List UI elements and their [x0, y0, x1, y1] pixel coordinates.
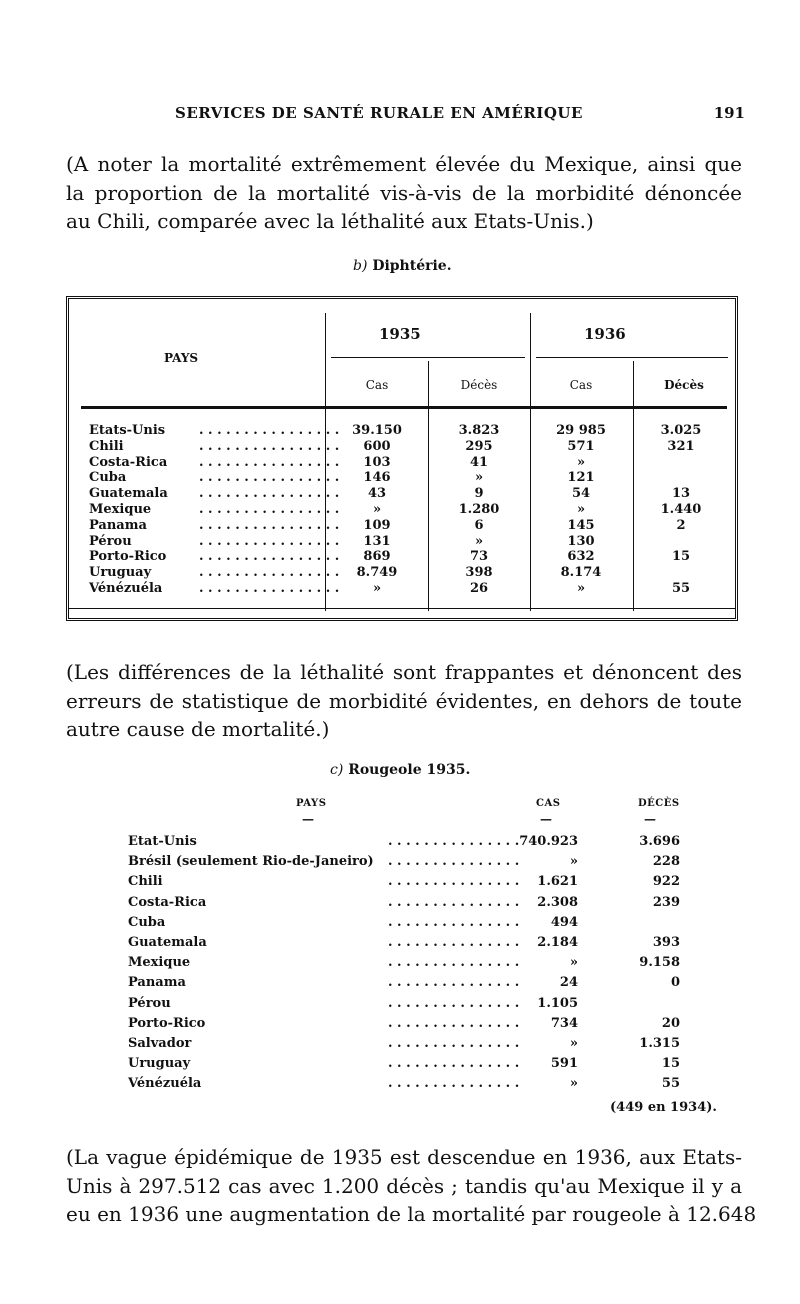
cas-1936-cell: 8.174 [560, 565, 602, 581]
table-row [69, 423, 735, 439]
country-cell: Costa-Rica [89, 455, 170, 470]
table-row [128, 895, 688, 915]
dot-leader: . . . . . . . . . . . . . . . [388, 934, 520, 950]
dot-leader: . . . . . . . . . . . . . . . [388, 995, 520, 1011]
dot-leader: . . . . . . . . . . . . . . . . [199, 549, 340, 565]
cas-1935-cell: 8.749 [356, 565, 398, 581]
dot-leader: . . . . . . . . . . . . . . . . [199, 501, 340, 517]
deaths-cell: 228 [652, 854, 680, 870]
paragraph-lethality-note [66, 658, 742, 744]
cases-cell: 734 [550, 1015, 578, 1031]
cas-1936-cell: 632 [567, 549, 595, 565]
cas-1935-header: Cas [365, 378, 389, 392]
country-cell: Guatemala [128, 935, 210, 950]
cases-cell: 2.308 [537, 894, 578, 910]
cas-1935-cell: 131 [363, 533, 391, 549]
country-column-header: PAYS [164, 351, 199, 365]
country-cell: Guatemala [89, 486, 171, 501]
country-cell: Cuba [89, 470, 129, 485]
table-row [128, 1036, 688, 1056]
cas-1935-cell: » [372, 580, 382, 596]
cases-column-header: CAS [536, 798, 561, 809]
deces-1935-cell: 398 [465, 565, 493, 581]
table-row [69, 439, 735, 455]
dot-leader: . . . . . . . . . . . . . . . . [199, 565, 340, 581]
country-cell: Panama [128, 975, 189, 990]
dot-leader: . . . . . . . . . . . . . . . [388, 1015, 520, 1031]
dot-leader: . . . . . . . . . . . . . . . . [199, 533, 340, 549]
country-cell: Mexique [128, 955, 193, 970]
deaths-cell: 239 [652, 894, 680, 910]
cas-1936-cell: » [576, 580, 586, 596]
table-row [69, 502, 735, 518]
dot-leader: . . . . . . . . . . . . . . . . [199, 517, 340, 533]
text-line: erreurs de statistique de morbidité évidentes, en dehors de toute [66, 688, 742, 713]
header-dash: — [302, 812, 314, 826]
header-dash: — [644, 812, 656, 826]
deces-1935-cell: 295 [465, 438, 493, 454]
country-column-header: PAYS [296, 798, 327, 809]
cas-1935-cell: 869 [363, 549, 391, 565]
dot-leader: . . . . . . . . . . . . . . . [388, 874, 520, 890]
table-row [69, 455, 735, 471]
deces-1935-cell: » [474, 470, 484, 486]
deces-1935-cell: 9 [474, 486, 484, 502]
cases-cell: » [569, 1035, 578, 1051]
caption-letter: b) [353, 258, 368, 274]
deces-1936-cell: 15 [671, 549, 691, 565]
text-line: au Chili, comparée avec la léthalité aux Etats-Unis.) [66, 209, 594, 233]
measles-rows [128, 834, 688, 1096]
dot-leader: . . . . . . . . . . . . . . . [388, 894, 520, 910]
country-cell: Chili [128, 874, 166, 889]
header-rule [331, 357, 525, 358]
deces-1935-cell: 73 [469, 549, 489, 565]
country-cell: Panama [89, 518, 150, 533]
deaths-cell: 922 [652, 874, 680, 890]
cas-1935-cell: » [372, 501, 382, 517]
table-row [69, 581, 735, 597]
page-number: 191 [713, 104, 745, 122]
country-cell: Etat-Unis [128, 834, 200, 849]
dot-leader: . . . . . . . . . . . . . . . [388, 1076, 520, 1092]
deces-1935-cell: 26 [469, 580, 489, 596]
country-cell: Salvador [128, 1036, 194, 1051]
dot-leader: . . . . . . . . . . . . . . . [388, 914, 520, 930]
footnote: (449 en 1934). [610, 1100, 717, 1115]
cases-cell: 494 [550, 914, 578, 930]
deaths-cell: 20 [661, 1015, 680, 1031]
country-cell: Porto-Rico [128, 1016, 208, 1031]
year-1935-header: 1935 [379, 325, 421, 343]
cas-1936-cell: 121 [567, 470, 595, 486]
header-rule [536, 357, 728, 358]
cases-cell: 2.184 [537, 934, 578, 950]
cases-cell: » [569, 854, 578, 870]
deces-1936-cell: 13 [671, 486, 691, 502]
diphtheria-table [66, 296, 738, 621]
country-cell: Vénézuéla [128, 1076, 204, 1091]
table-row [69, 486, 735, 502]
country-cell: Costa-Rica [128, 895, 209, 910]
table-row [128, 1056, 688, 1076]
deces-1936-cell: 2 [676, 517, 686, 533]
caption-letter: c) [330, 762, 344, 778]
cas-1935-cell: 39.150 [352, 423, 402, 438]
deces-1936-cell: 1.440 [660, 501, 702, 517]
text-line: eu en 1936 une augmentation de la mortalité par rougeole à 12.648 [66, 1202, 757, 1226]
table-row [69, 565, 735, 581]
table-row [69, 534, 735, 550]
table-row [128, 874, 688, 894]
measles-table [128, 798, 728, 1118]
table-row [128, 834, 688, 854]
cas-1935-cell: 43 [367, 486, 387, 502]
dot-leader: . . . . . . . . . . . . . . . [388, 955, 520, 971]
text-line: la proportion de la mortalité vis-à-vis de la morbidité dénoncée [66, 180, 742, 205]
dot-leader: . . . . . . . . . . . . . . . . [199, 423, 340, 438]
table-row [69, 470, 735, 486]
deaths-cell: 15 [661, 1056, 680, 1072]
text-line: (Les différences de la léthalité sont frappantes et dénoncent des [66, 660, 742, 684]
cases-cell: 740.923 [519, 834, 578, 849]
table-row [128, 975, 688, 995]
diphtheria-rows [69, 423, 735, 597]
running-title: SERVICES DE SANTÉ RURALE EN AMÉRIQUE [175, 104, 583, 122]
dot-leader: . . . . . . . . . . . . . . . . [199, 438, 340, 454]
dot-leader: . . . . . . . . . . . . . . . . [199, 470, 340, 486]
country-cell: Vénézuéla [89, 581, 165, 596]
country-cell: Mexique [89, 502, 154, 517]
country-cell: Chili [89, 439, 127, 454]
country-cell: Brésil (seulement Rio-de-Janeiro) [128, 854, 377, 869]
dot-leader: . . . . . . . . . . . . . . . . [199, 454, 340, 470]
table-row [69, 549, 735, 565]
deces-1935-cell: 1.280 [458, 501, 500, 517]
cas-1936-cell: » [576, 501, 586, 517]
deces-1935-cell: 6 [474, 517, 484, 533]
table-row [128, 1016, 688, 1036]
country-cell: Uruguay [89, 565, 154, 580]
dot-leader: . . . . . . . . . . . . . . . [388, 1056, 520, 1072]
table-row [128, 955, 688, 975]
table-row [128, 935, 688, 955]
cas-1936-cell: 571 [567, 438, 595, 454]
table-caption-measles [330, 762, 470, 778]
deaths-cell: 1.315 [639, 1035, 680, 1051]
table-caption-diphtheria [353, 258, 452, 274]
caption-text: Rougeole 1935. [348, 762, 471, 778]
table-row [128, 854, 688, 874]
running-header [175, 104, 745, 128]
dot-leader: . . . . . . . . . . . . . . . . [199, 486, 340, 502]
deaths-column-header: DÉCÈS [638, 798, 680, 809]
deces-1936-cell: 3.025 [660, 423, 702, 438]
cas-1936-cell: 130 [567, 533, 595, 549]
deaths-cell: 9.158 [639, 955, 680, 971]
country-cell: Pérou [89, 534, 135, 549]
cases-cell: 591 [550, 1056, 578, 1072]
cas-1936-cell: 29 985 [556, 423, 606, 438]
text-line: Unis à 297.512 cas avec 1.200 décès ; tandis qu'au Mexique il y a [66, 1173, 742, 1198]
country-cell: Porto-Rico [89, 549, 169, 564]
deces-1935-cell: » [474, 533, 484, 549]
deces-1935-cell: 41 [469, 454, 489, 470]
country-cell: Etats-Unis [89, 423, 168, 438]
deaths-cell: 0 [670, 975, 680, 991]
text-line: (La vague épidémique de 1935 est descendue en 1936, aux Etats- [66, 1145, 742, 1169]
dot-leader: . . . . . . . . . . . . . . . [388, 834, 520, 849]
header-dash: — [540, 812, 552, 826]
header-bottom-rule [81, 406, 727, 409]
country-cell: Uruguay [128, 1056, 193, 1071]
cas-1936-header: Cas [569, 378, 593, 392]
table-row [69, 518, 735, 534]
paragraph-epidemic-note [66, 1143, 757, 1229]
cas-1935-cell: 146 [363, 470, 391, 486]
cas-1935-cell: 600 [363, 438, 391, 454]
table-row [128, 915, 688, 935]
country-cell: Pérou [128, 996, 174, 1011]
cas-1935-cell: 109 [363, 517, 391, 533]
table-bottom-rule [69, 608, 735, 609]
caption-text: Diphtérie. [372, 258, 452, 274]
country-cell: Cuba [128, 915, 168, 930]
dot-leader: . . . . . . . . . . . . . . . [388, 975, 520, 991]
deces-1935-header: Décès [460, 378, 498, 392]
deaths-cell: 393 [652, 934, 680, 950]
cas-1936-cell: 54 [571, 486, 591, 502]
dot-leader: . . . . . . . . . . . . . . . [388, 1035, 520, 1051]
deces-1936-cell: 321 [667, 438, 695, 454]
deces-1936-header: Décès [664, 378, 704, 392]
cas-1935-cell: 103 [363, 454, 391, 470]
cases-cell: » [569, 1076, 578, 1092]
table-row [128, 996, 688, 1016]
dot-leader: . . . . . . . . . . . . . . . [388, 854, 520, 870]
deaths-cell: 3.696 [639, 834, 680, 849]
deces-1936-cell: 55 [671, 580, 691, 596]
cas-1936-cell: » [576, 454, 586, 470]
cases-cell: 24 [559, 975, 578, 991]
text-line: (A noter la mortalité extrêmement élevée du Mexique, ainsi que [66, 152, 742, 176]
paragraph-mexico-note [66, 150, 742, 236]
dot-leader: . . . . . . . . . . . . . . . . [199, 580, 340, 596]
table-row [128, 1076, 688, 1096]
deaths-cell: 55 [661, 1076, 680, 1092]
cases-cell: 1.105 [537, 995, 578, 1011]
cases-cell: » [569, 955, 578, 971]
year-1936-header: 1936 [584, 325, 626, 343]
deces-1935-cell: 3.823 [458, 423, 500, 438]
cas-1936-cell: 145 [567, 517, 595, 533]
text-line: autre cause de mortalité.) [66, 717, 330, 741]
cases-cell: 1.621 [537, 874, 578, 890]
